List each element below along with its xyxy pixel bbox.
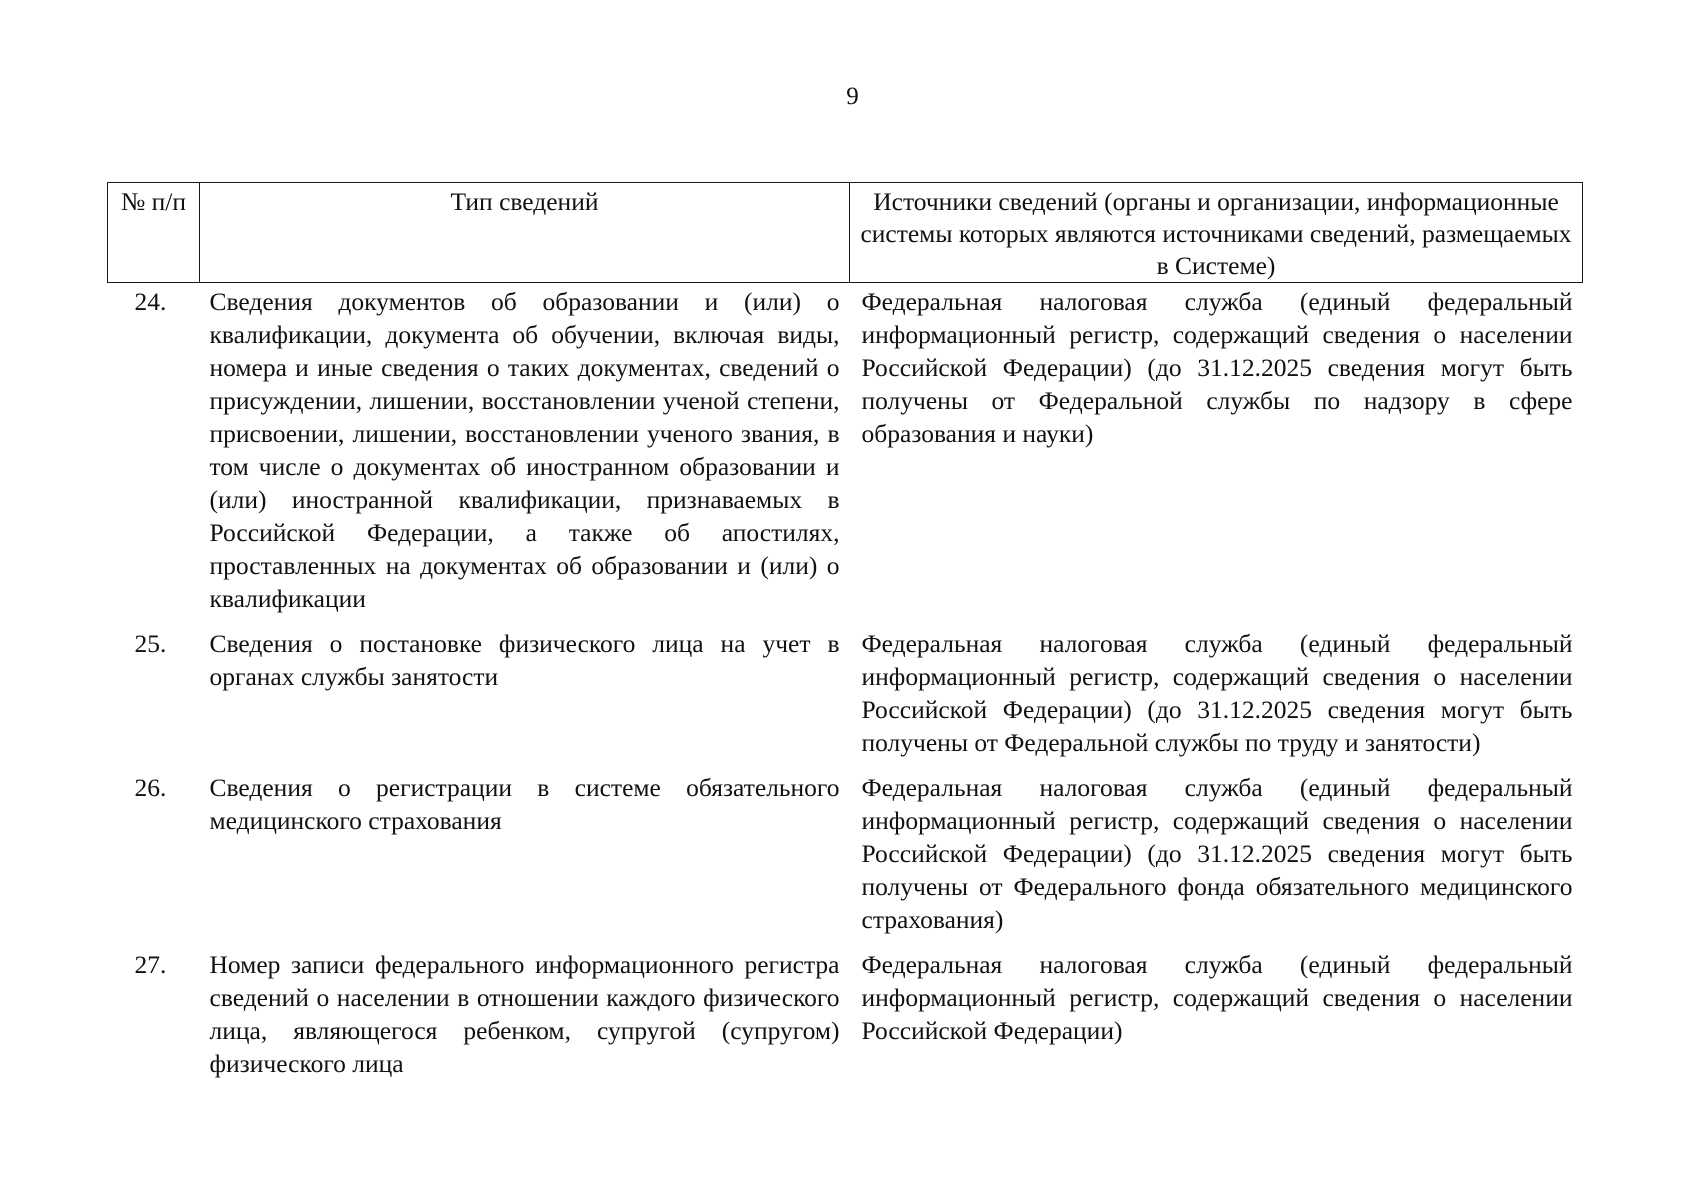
row-number: 26. [134,773,167,802]
header-info-sources: Источники сведений (органы и организации, информационные системы которых являются источниками сведений, размещаемых в Системе) [850,183,1583,283]
page-number: 9 [846,83,859,110]
row-info-source: Федеральная налоговая служба (единый федеральный информационный регистр, содержащий сведения о населении Российской Федерации) (до 31.12.2025 сведения могут быть получены от Федеральной службы по труду и занятости) [861,629,1573,757]
header-info-type: Тип сведений [200,183,850,283]
row-number: 25. [134,629,167,658]
row-info-type: Сведения о постановке физического лица на учет в органах службы занятости [209,629,840,691]
table-row [108,283,1583,626]
header-number: № п/п [108,183,200,283]
table-body [108,283,1583,1091]
table-row [108,769,1583,946]
table-row [108,625,1583,769]
row-number: 27. [134,950,167,979]
header-row [108,183,1583,283]
row-info-type: Сведения документов об образовании и (или) о квалификации, документа об обучении, включая виды, номера и иные сведения о таких документах, сведений о присуждении, лишении, восстановлении ученой степени, присвоении, лишении, восстановлении ученого звания, в том числе о документах об иностранном образовании и (или) иностранной квалификации, признаваемых в Российской Федерации, а также об апостилях, проставленных на документах об образовании и (или) о квалификации [209,287,840,613]
row-info-type: Сведения о регистрации в системе обязательного медицинского страхования [209,773,840,835]
row-number: 24. [134,287,167,316]
row-info-source: Федеральная налоговая служба (единый федеральный информационный регистр, содержащий сведения о населении Российской Федерации) [861,950,1573,1045]
row-info-source: Федеральная налоговая служба (единый федеральный информационный регистр, содержащий сведения о населении Российской Федерации) (до 31.12.2025 сведения могут быть получены от Федеральной службы по надзору в сфере образования и науки) [861,287,1573,448]
row-info-source: Федеральная налоговая служба (единый федеральный информационный регистр, содержащий сведения о населении Российской Федерации) (до 31.12.2025 сведения могут быть получены от Федерального фонда обязательного медицинского страхования) [861,773,1573,934]
table-header [108,183,1583,283]
data-sources-table [107,182,1583,1090]
table-row [108,946,1583,1090]
row-info-type: Номер записи федерального информационного регистра сведений о населении в отношении каждого физического лица, являющегося ребенком, супругой (супругом) физического лица [209,950,840,1078]
